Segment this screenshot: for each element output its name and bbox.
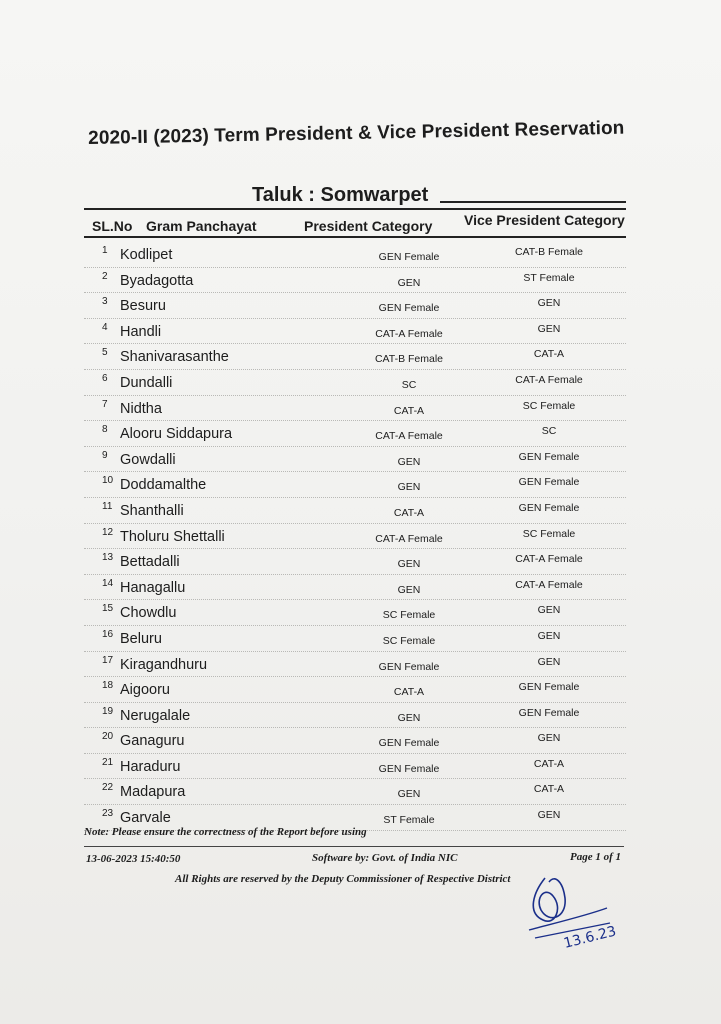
row-sl-number: 4 bbox=[102, 321, 108, 333]
row-vice-president-category: GEN Female bbox=[518, 706, 580, 719]
row-president-category: SC Female bbox=[382, 634, 436, 647]
row-president-category: GEN bbox=[397, 583, 421, 596]
row-sl-number: 8 bbox=[102, 424, 108, 436]
footer-software: Software by: Govt. of India NIC bbox=[312, 852, 458, 864]
row-sl-number: 18 bbox=[102, 680, 114, 692]
row-sl-number: 21 bbox=[102, 756, 114, 768]
row-president-category: CAT-A bbox=[393, 404, 425, 417]
row-gram-panchayat: Kiragandhuru bbox=[120, 656, 208, 673]
row-sl-number: 10 bbox=[102, 475, 114, 487]
row-vice-president-category: CAT-B Female bbox=[514, 246, 584, 258]
row-sl-number: 9 bbox=[102, 449, 108, 461]
row-president-category: GEN bbox=[397, 455, 421, 468]
row-sl-number: 7 bbox=[102, 398, 108, 410]
table-row bbox=[84, 319, 626, 345]
table-row bbox=[84, 703, 626, 729]
taluk-heading: Taluk : Somwarpet bbox=[252, 184, 429, 206]
row-sl-number: 1 bbox=[102, 245, 108, 256]
row-president-category: GEN bbox=[397, 558, 421, 571]
table-row bbox=[84, 626, 626, 652]
row-president-category: ST Female bbox=[383, 814, 435, 827]
taluk-rule-right bbox=[440, 201, 626, 203]
row-president-category: CAT-A Female bbox=[375, 430, 443, 443]
row-sl-number: 3 bbox=[102, 296, 108, 308]
table-row bbox=[84, 652, 626, 678]
row-president-category: GEN Female bbox=[378, 660, 440, 673]
row-sl-number: 11 bbox=[102, 500, 113, 512]
row-vice-president-category: SC bbox=[541, 425, 557, 438]
table-row bbox=[84, 754, 626, 780]
row-gram-panchayat: Bettadalli bbox=[120, 554, 180, 571]
row-sl-number: 19 bbox=[102, 705, 114, 717]
footer-rights: All Rights are reserved by the Deputy Commissioner of Respective District bbox=[175, 873, 511, 885]
row-president-category: GEN Female bbox=[378, 302, 440, 315]
header-president-category: President Category bbox=[304, 218, 433, 234]
row-vice-president-category: CAT-A bbox=[533, 757, 565, 770]
row-president-category: GEN bbox=[397, 276, 421, 289]
table-row bbox=[84, 728, 626, 754]
table-row bbox=[84, 524, 626, 550]
table-row bbox=[84, 779, 626, 805]
row-sl-number: 14 bbox=[102, 577, 114, 589]
row-gram-panchayat: Doddamalthe bbox=[120, 477, 207, 494]
table-row bbox=[84, 344, 626, 370]
row-president-category: CAT-B Female bbox=[374, 353, 444, 366]
footer-note: Note: Please ensure the correctness of the Report before using bbox=[84, 826, 367, 838]
row-gram-panchayat: Besuru bbox=[120, 298, 166, 315]
row-gram-panchayat: Shanivarasanthe bbox=[120, 349, 229, 366]
row-president-category: GEN Female bbox=[378, 251, 440, 263]
row-sl-number: 2 bbox=[102, 270, 108, 282]
signature-date: 13.6.23 bbox=[562, 923, 618, 952]
table-row bbox=[84, 268, 626, 294]
row-vice-president-category: GEN Female bbox=[518, 681, 580, 694]
row-gram-panchayat: Handli bbox=[120, 323, 162, 340]
table-row bbox=[84, 242, 626, 268]
row-sl-number: 20 bbox=[102, 731, 114, 743]
row-gram-panchayat: Nidtha bbox=[120, 400, 162, 417]
table-row bbox=[84, 293, 626, 319]
table-row bbox=[84, 677, 626, 703]
row-president-category: CAT-A Female bbox=[375, 327, 443, 340]
row-president-category: CAT-A bbox=[393, 506, 425, 519]
row-sl-number: 22 bbox=[102, 782, 114, 794]
row-president-category: GEN Female bbox=[378, 737, 440, 750]
table-row bbox=[84, 396, 626, 422]
row-president-category: GEN Female bbox=[378, 762, 440, 775]
row-vice-president-category: SC Female bbox=[522, 527, 576, 540]
row-vice-president-category: GEN Female bbox=[518, 476, 580, 489]
row-gram-panchayat: Ganaguru bbox=[120, 733, 185, 750]
row-sl-number: 5 bbox=[102, 347, 108, 359]
row-sl-number: 12 bbox=[102, 526, 114, 538]
handwritten-signature bbox=[515, 868, 635, 958]
row-sl-number: 16 bbox=[102, 628, 114, 640]
row-vice-president-category: GEN bbox=[537, 655, 561, 668]
row-gram-panchayat: Kodlipet bbox=[120, 247, 173, 263]
row-vice-president-category: CAT-A Female bbox=[515, 578, 583, 591]
row-vice-president-category: CAT-A Female bbox=[515, 373, 583, 386]
row-sl-number: 15 bbox=[102, 603, 114, 615]
row-gram-panchayat: Chowdlu bbox=[120, 605, 177, 622]
row-gram-panchayat: Hanagallu bbox=[120, 579, 186, 596]
table-row bbox=[84, 575, 626, 601]
row-gram-panchayat: Garvale bbox=[120, 810, 171, 827]
table-body bbox=[84, 242, 626, 831]
row-vice-president-category: GEN bbox=[537, 322, 561, 335]
row-president-category: CAT-A Female bbox=[375, 532, 443, 545]
table-header-rule bbox=[84, 236, 626, 238]
row-president-category: CAT-A bbox=[393, 686, 425, 699]
row-sl-number: 23 bbox=[102, 808, 114, 820]
table-row bbox=[84, 421, 626, 447]
row-vice-president-category: CAT-A Female bbox=[515, 553, 583, 566]
row-gram-panchayat: Byadagotta bbox=[120, 272, 194, 289]
table-row bbox=[84, 472, 626, 498]
row-vice-president-category: ST Female bbox=[523, 271, 575, 284]
row-vice-president-category: GEN Female bbox=[518, 450, 580, 463]
row-vice-president-category: GEN Female bbox=[518, 501, 580, 514]
footer-rule bbox=[84, 846, 624, 847]
row-gram-panchayat: Gowdalli bbox=[120, 451, 176, 468]
row-gram-panchayat: Dundalli bbox=[120, 374, 173, 391]
table-row bbox=[84, 447, 626, 473]
row-president-category: SC bbox=[401, 378, 417, 391]
row-gram-panchayat: Aigooru bbox=[120, 682, 170, 699]
row-gram-panchayat: Nerugalale bbox=[120, 707, 191, 724]
row-vice-president-category: GEN bbox=[537, 629, 561, 642]
header-sl-no: SL.No bbox=[92, 218, 133, 234]
row-vice-president-category: SC Female bbox=[522, 399, 576, 412]
row-vice-president-category: GEN bbox=[537, 604, 561, 617]
row-president-category: GEN bbox=[397, 481, 421, 494]
header-vice-president-category: Vice President Category bbox=[464, 212, 625, 228]
row-vice-president-category: GEN bbox=[537, 297, 561, 310]
row-sl-number: 6 bbox=[102, 372, 108, 384]
row-president-category: GEN bbox=[397, 711, 421, 724]
row-gram-panchayat: Madapura bbox=[120, 784, 186, 801]
row-gram-panchayat: Shanthalli bbox=[120, 502, 184, 519]
table-top-rule bbox=[84, 208, 626, 210]
table-row bbox=[84, 370, 626, 396]
row-president-category: SC Female bbox=[382, 609, 436, 622]
row-vice-president-category: CAT-A bbox=[533, 348, 565, 361]
row-gram-panchayat: Tholuru Shettalli bbox=[120, 528, 225, 545]
table-row bbox=[84, 600, 626, 626]
table-row bbox=[84, 549, 626, 575]
header-gram-panchayat: Gram Panchayat bbox=[146, 218, 257, 234]
footer-datetime: 13-06-2023 15:40:50 bbox=[86, 853, 181, 865]
row-gram-panchayat: Haraduru bbox=[120, 758, 181, 775]
footer-page-number: Page 1 of 1 bbox=[570, 851, 622, 863]
report-title: 2020-II (2023) Term President & Vice President Reservation bbox=[88, 117, 625, 149]
table-row bbox=[84, 498, 626, 524]
row-president-category: GEN bbox=[397, 788, 421, 801]
row-vice-president-category: GEN bbox=[537, 732, 561, 745]
row-vice-president-category: GEN bbox=[537, 809, 561, 822]
row-vice-president-category: CAT-A bbox=[533, 783, 565, 796]
row-sl-number: 13 bbox=[102, 552, 114, 564]
row-gram-panchayat: Beluru bbox=[120, 630, 162, 647]
row-sl-number: 17 bbox=[102, 654, 114, 666]
row-gram-panchayat: Alooru Siddapura bbox=[120, 426, 233, 443]
